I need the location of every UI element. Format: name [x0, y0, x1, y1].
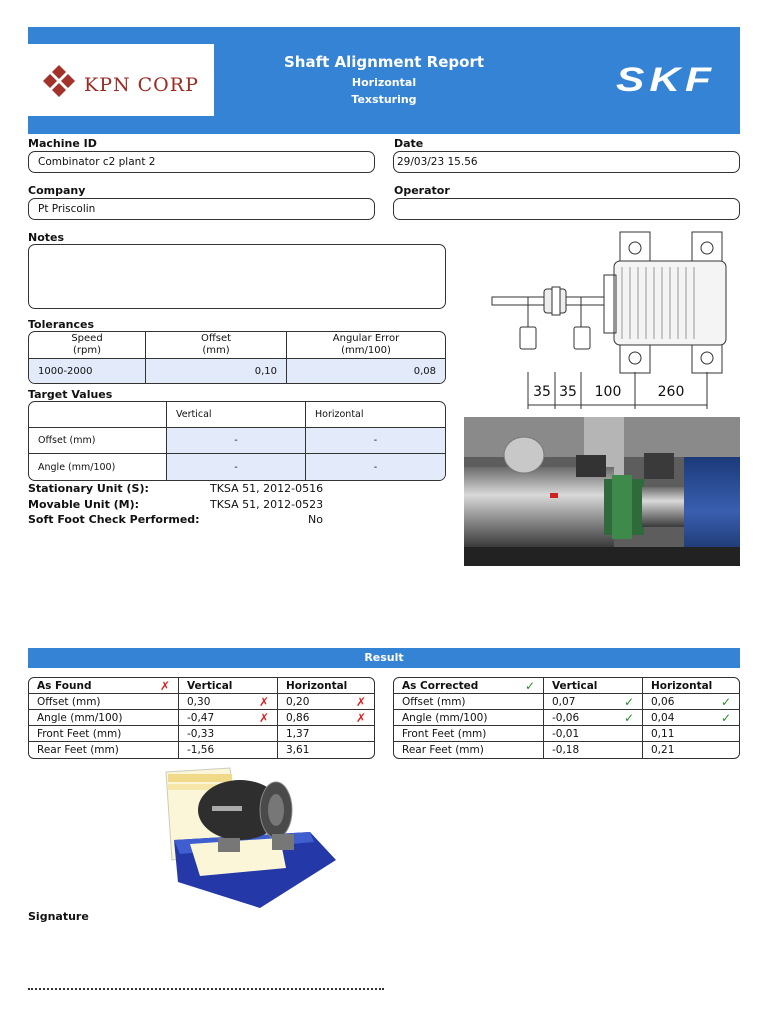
speed-value: 1000-2000 — [29, 359, 146, 383]
value-text: -0,47 — [187, 711, 215, 724]
value-cell — [643, 694, 739, 710]
value-cell: 1,37 — [278, 726, 374, 742]
offset-horizontal: - — [306, 428, 445, 454]
table-row — [29, 454, 445, 480]
table-row — [394, 694, 739, 710]
offset-vertical: - — [167, 428, 306, 454]
row-label: Front Feet (mm) — [29, 726, 179, 742]
operator-label: Operator — [394, 184, 450, 197]
row-label: Offset (mm) — [394, 694, 544, 710]
value-cell — [278, 710, 374, 726]
value-cell: 0,11 — [643, 726, 739, 742]
check-icon: ✓ — [623, 711, 634, 725]
tolerances-table — [28, 331, 446, 384]
machine-id-label: Machine ID — [28, 137, 97, 150]
value-text: 0,30 — [187, 695, 211, 708]
row-label: Offset (mm) — [29, 428, 167, 454]
vertical-header: Vertical — [167, 402, 306, 428]
report-subtitle-process: Texsturing — [351, 93, 417, 106]
fail-icon: ✗ — [355, 711, 366, 725]
date-field: 29/03/23 15.56 — [393, 151, 740, 173]
angular-value: 0,08 — [287, 359, 445, 383]
horizontal-header: Horizontal — [643, 678, 739, 694]
check-icon: ✓ — [524, 679, 535, 693]
date-label: Date — [394, 137, 424, 150]
offset-header: Offset (mm) — [146, 332, 287, 359]
table-row — [29, 678, 374, 694]
row-label: Offset (mm) — [29, 694, 179, 710]
horizontal-header: Horizontal — [306, 402, 445, 428]
alignment-tool-icon — [160, 764, 338, 912]
value-cell — [179, 694, 278, 710]
angle-vertical: - — [167, 454, 306, 480]
row-label: Rear Feet (mm) — [394, 742, 544, 758]
value-text: 0,06 — [651, 695, 675, 708]
coupling-photo-icon — [464, 417, 740, 566]
stationary-value: TKSA 51, 2012-0516 — [210, 482, 324, 495]
tolerances-label: Tolerances — [28, 318, 95, 331]
value-cell — [179, 710, 278, 726]
report-header — [28, 27, 740, 134]
alignment-photo — [464, 417, 740, 566]
value-cell — [643, 710, 739, 726]
company-label: Company — [28, 184, 86, 197]
movable-label: Movable Unit (M): — [28, 498, 140, 511]
value-cell — [544, 710, 643, 726]
fail-icon: ✗ — [258, 711, 269, 725]
table-row — [29, 710, 374, 726]
table-row — [394, 710, 739, 726]
alignment-tool-image — [160, 764, 338, 912]
company-field: Pt Priscolin — [28, 198, 375, 220]
tolerances-value-row — [29, 359, 445, 383]
motor-diagram-icon — [464, 227, 740, 413]
offset-value: 0,10 — [146, 359, 287, 383]
as-found-title-text: As Found — [37, 679, 92, 692]
angle-horizontal: - — [306, 454, 445, 480]
operator-field — [393, 198, 740, 220]
report-title: Shaft Alignment Report — [283, 53, 485, 71]
company-logo-text: KPN CORP — [84, 74, 199, 96]
report-subtitle-orientation: Horizontal — [351, 76, 417, 89]
vertical-header: Vertical — [544, 678, 643, 694]
check-icon: ✓ — [720, 695, 731, 709]
machine-dimension-diagram — [464, 227, 740, 413]
skf-brand-logo: SKF — [616, 61, 716, 99]
value-cell: 3,61 — [286, 744, 310, 756]
value-cell: -0,01 — [544, 726, 643, 742]
dim-label: 35 — [559, 384, 577, 400]
value-cell: -1,56 — [179, 742, 278, 758]
kpn-logo-icon — [42, 64, 76, 98]
speed-header: Speed (rpm) — [29, 332, 146, 359]
table-row — [29, 402, 445, 428]
stationary-label: Stationary Unit (S): — [28, 482, 149, 495]
dim-label: 35 — [533, 384, 551, 400]
value-cell: 0,21 — [651, 744, 675, 756]
as-corrected-title-text: As Corrected — [402, 679, 479, 692]
as-corrected-table — [393, 677, 740, 759]
notes-field — [28, 244, 446, 309]
row-label: Angle (mm/100) — [394, 710, 544, 726]
softfoot-value: No — [308, 513, 323, 526]
value-text: 0,04 — [651, 711, 675, 724]
signature-label: Signature — [28, 910, 89, 923]
dim-label: 260 — [657, 384, 685, 400]
table-row — [29, 742, 374, 758]
value-cell: -0,33 — [179, 726, 278, 742]
angular-header: Angular Error (mm/100) — [287, 332, 445, 359]
table-row — [394, 678, 739, 694]
machine-id-field: Combinator c2 plant 2 — [28, 151, 375, 173]
fail-icon: ✗ — [355, 695, 366, 709]
as-found-title — [29, 678, 179, 694]
table-row — [394, 726, 739, 742]
fail-icon: ✗ — [159, 679, 170, 693]
target-values-table — [28, 401, 446, 481]
table-row — [29, 428, 445, 454]
value-cell — [544, 694, 643, 710]
softfoot-label: Soft Foot Check Performed: — [28, 513, 200, 526]
value-cell — [278, 694, 374, 710]
table-row — [29, 694, 374, 710]
as-found-table — [28, 677, 375, 759]
value-text: -0,06 — [552, 711, 580, 724]
value-text: 0,86 — [286, 711, 310, 724]
as-corrected-title — [394, 678, 544, 694]
signature-line — [28, 988, 384, 990]
value-text: 0,20 — [286, 695, 310, 708]
row-label: Angle (mm/100) — [29, 710, 179, 726]
table-row — [394, 742, 739, 758]
value-cell: -0,18 — [544, 742, 643, 758]
table-row — [29, 726, 374, 742]
row-label: Front Feet (mm) — [394, 726, 544, 742]
vertical-header: Vertical — [179, 678, 278, 694]
notes-label: Notes — [28, 231, 65, 244]
result-bar: Result — [28, 648, 740, 668]
fail-icon: ✗ — [258, 695, 269, 709]
movable-value: TKSA 51, 2012-0523 — [210, 498, 324, 511]
corner-cell — [29, 402, 167, 428]
dim-label: 100 — [594, 384, 622, 400]
row-label: Angle (mm/100) — [29, 454, 167, 480]
value-text: 0,07 — [552, 695, 576, 708]
row-label: Rear Feet (mm) — [29, 742, 179, 758]
horizontal-header: Horizontal — [278, 678, 374, 694]
check-icon: ✓ — [623, 695, 634, 709]
target-values-label: Target Values — [28, 388, 113, 401]
company-logo — [28, 44, 214, 116]
tolerances-header-row — [29, 332, 445, 359]
check-icon: ✓ — [720, 711, 731, 725]
